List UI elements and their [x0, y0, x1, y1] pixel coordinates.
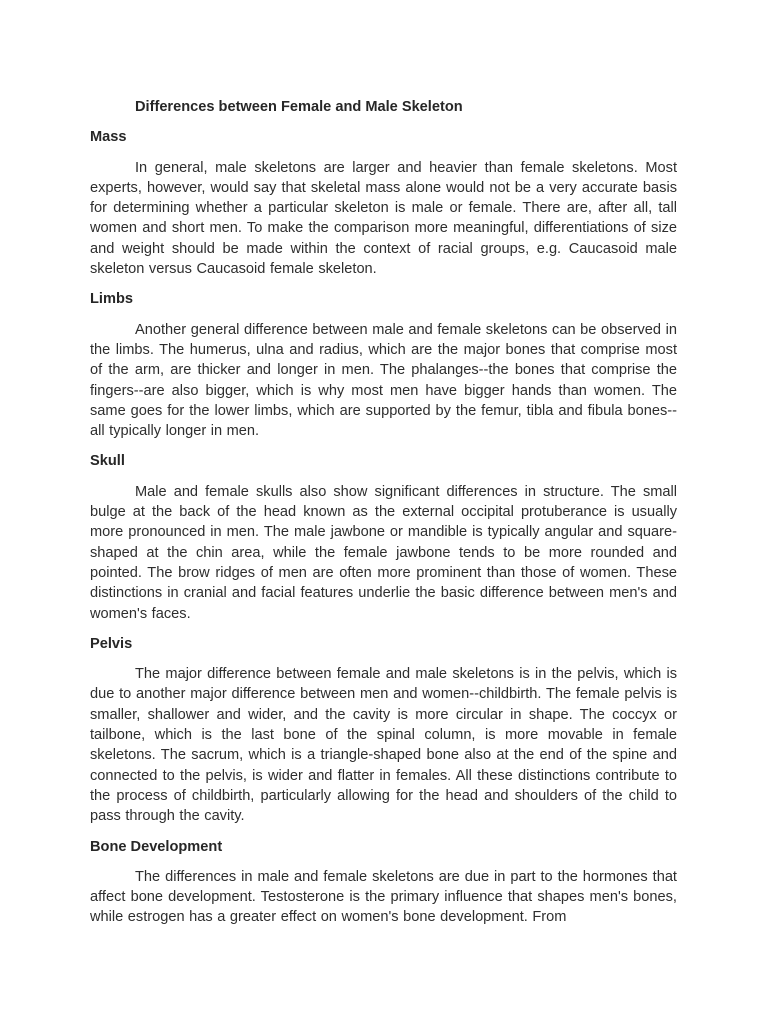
- section-body-mass: In general, male skeletons are larger and heavier than female skeletons. Most experts, however, would say that skeletal mass alone would not be a very accurate basis for determining whether a particular skeleton is male or female. There are, after all, tall women and short men. To make the comparison more meaningful, differentiations of size and weight should be made within the context of racial groups, e.g. Caucasoid male skeleton versus Caucasoid female skeleton.: [90, 159, 677, 278]
- section-mass: [90, 127, 677, 279]
- document-title: Differences between Female and Male Skeleton: [135, 99, 463, 115]
- section-body-pelvis: The major difference between female and male skeletons is in the pelvis, which is due to another major difference between men and women--childbirth. The female pelvis is smaller, shallower and wider, and the cavity is more circular in shape. The coccyx or tailbone, which is the last bone of the spinal column, is more movable in female skeletons. The sacrum, which is a triangle-shaped bone also at the end of the spine and connected to the pelvis, is wider and flatter in females. All these distinctions contribute to the process of childbirth, particularly allowing for the head and shoulders of the child to pass through the cavity.: [90, 666, 677, 825]
- section-heading-mass: Mass: [90, 129, 127, 146]
- section-heading-bone-development: Bone Development: [90, 838, 223, 855]
- section-heading-skull: Skull: [90, 453, 125, 470]
- section-body-skull: Male and female skulls also show significant differences in structure. The small bulge at the back of the head known as the external occipital protuberance is usually more pronounced in men. The male jawbone or mandible is typically angular and square-shaped at the chin area, while the female jawbone tends to be more rounded and pointed. The brow ridges of men are often more prominent than those of women. These distinctions in cranial and facial features underlie the basic difference between men's and women's faces.: [90, 483, 677, 622]
- section-body-bone-development: The differences in male and female skeletons are due in part to the hormones that affect bone development. Testosterone is the primary influence that shapes men's bones, while estrogen has a greater effect on women's bone development. From: [90, 868, 677, 926]
- section-limbs: [90, 289, 677, 441]
- section-heading-limbs: Limbs: [90, 291, 133, 308]
- section-bone-development: [90, 837, 677, 928]
- section-skull: [90, 451, 677, 623]
- section-pelvis: [90, 634, 677, 827]
- section-body-limbs: Another general difference between male and female skeletons can be observed in the limbs. The humerus, ulna and radius, which are the major bones that comprise most of the arm, are thicker and longer in men. The phalanges--the bones that comprise the fingers--are also bigger, which is why most men have bigger hands than women. The same goes for the lower limbs, which are supported by the femur, tibla and fibula bones--all typically longer in men.: [90, 321, 677, 440]
- section-heading-pelvis: Pelvis: [90, 635, 133, 652]
